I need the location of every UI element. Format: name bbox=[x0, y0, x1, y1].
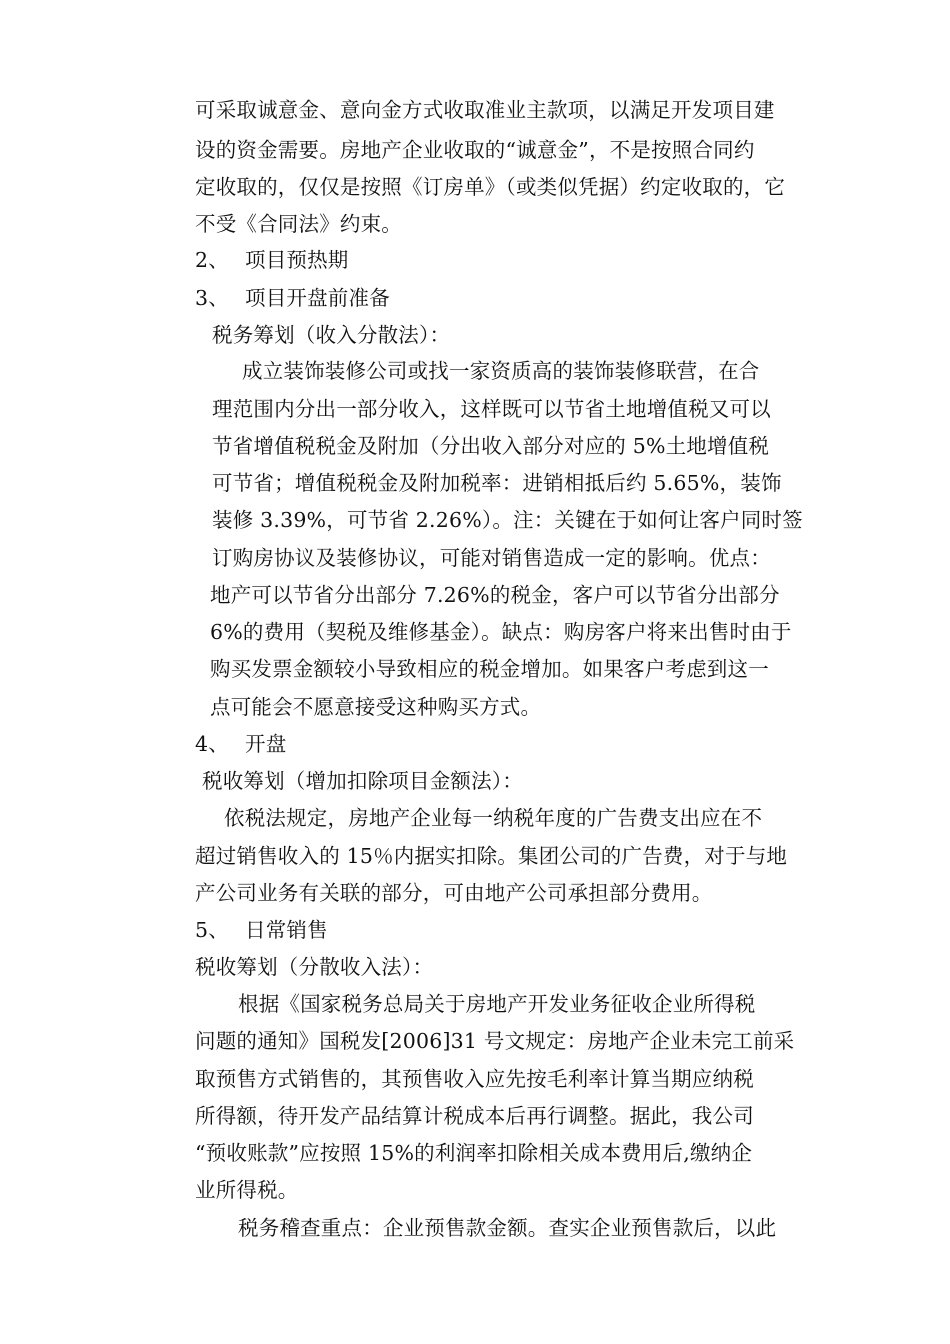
paragraph-line: 装修 3.39%，可节省 2.26%）。注：关键在于如何让客户同时签 bbox=[212, 508, 803, 532]
paragraph-line: 定收取的，仅仅是按照《订房单》（或类似凭据）约定收取的，它 bbox=[195, 175, 786, 199]
paragraph-line: 订购房协议及装修协议，可能对销售造成一定的影响。优点： bbox=[212, 546, 771, 570]
list-item-text: 项目开盘前准备 bbox=[245, 286, 390, 310]
paragraph-line: 设的资金需要。房地产企业收取的“诚意金”，不是按照合同约 bbox=[195, 138, 755, 162]
paragraph-line: 产公司业务有关联的部分，可由地产公司承担部分费用。 bbox=[195, 881, 713, 905]
paragraph-line: 所得额，待开发产品结算计税成本后再行调整。据此，我公司 bbox=[195, 1104, 754, 1128]
paragraph-line: 不受《合同法》约束。 bbox=[195, 212, 402, 236]
paragraph-line: 税务稽查重点：企业预售款金额。查实企业预售款后，以此 bbox=[238, 1216, 777, 1240]
paragraph-line: 购买发票金额较小导致相应的税金增加。如果客户考虑到这一 bbox=[210, 657, 769, 681]
paragraph-line: 点可能会不愿意接受这种购买方式。 bbox=[210, 695, 542, 719]
subheading: 税收筹划（增加扣除项目金额法）： bbox=[202, 769, 523, 793]
paragraph-line: 地产可以节省分出部分 7.26%的税金，客户可以节省分出部分 bbox=[210, 583, 780, 607]
list-item-text: 日常销售 bbox=[245, 918, 328, 942]
list-number: 3、 bbox=[195, 286, 229, 310]
paragraph-line: 根据《国家税务总局关于房地产开发业务征收企业所得税 bbox=[238, 992, 756, 1016]
paragraph-line: 超过销售收入的 15％内据实扣除。集团公司的广告费，对于与地 bbox=[195, 844, 788, 868]
paragraph-line: 成立装饰装修公司或找一家资质高的装饰装修联营，在合 bbox=[242, 359, 760, 383]
subheading: 税务筹划（收入分散法）： bbox=[212, 323, 451, 347]
paragraph-line: 依税法规定，房地产企业每一纳税年度的广告费支出应在不 bbox=[224, 806, 763, 830]
paragraph-line: 节省增值税税金及附加（分出收入部分对应的 5%土地增值税 bbox=[212, 434, 770, 458]
subheading: 税收筹划（分散收入法）： bbox=[195, 955, 434, 979]
list-item-5 bbox=[195, 915, 328, 945]
paragraph-line: 可节省；增值税税金及附加税率：进销相抵后约 5.65%，装饰 bbox=[212, 471, 782, 495]
paragraph-line: 6%的费用（契税及维修基金）。缺点：购房客户将来出售时由于 bbox=[210, 620, 792, 644]
list-number: 5、 bbox=[195, 918, 229, 942]
list-number: 4、 bbox=[195, 732, 229, 756]
paragraph-line: “预收账款”应按照 15%的利润率扣除相关成本费用后,缴纳企 bbox=[195, 1141, 753, 1165]
list-item-text: 开盘 bbox=[245, 732, 287, 756]
list-number: 2、 bbox=[195, 248, 229, 272]
list-item-4 bbox=[195, 729, 286, 759]
list-item-3 bbox=[195, 283, 390, 313]
paragraph-line: 理范围内分出一部分收入，这样既可以节省土地增值税又可以 bbox=[212, 397, 771, 421]
list-item-text: 项目预热期 bbox=[245, 248, 349, 272]
paragraph-line: 取预售方式销售的，其预售收入应先按毛利率计算当期应纳税 bbox=[195, 1067, 754, 1091]
paragraph-line: 业所得税。 bbox=[195, 1178, 299, 1202]
list-item-2 bbox=[195, 245, 349, 275]
paragraph-line: 问题的通知》国税发[2006]31 号文规定：房地产企业未完工前采 bbox=[195, 1029, 795, 1053]
paragraph-line: 可采取诚意金、意向金方式收取准业主款项，以满足开发项目建 bbox=[195, 98, 775, 122]
